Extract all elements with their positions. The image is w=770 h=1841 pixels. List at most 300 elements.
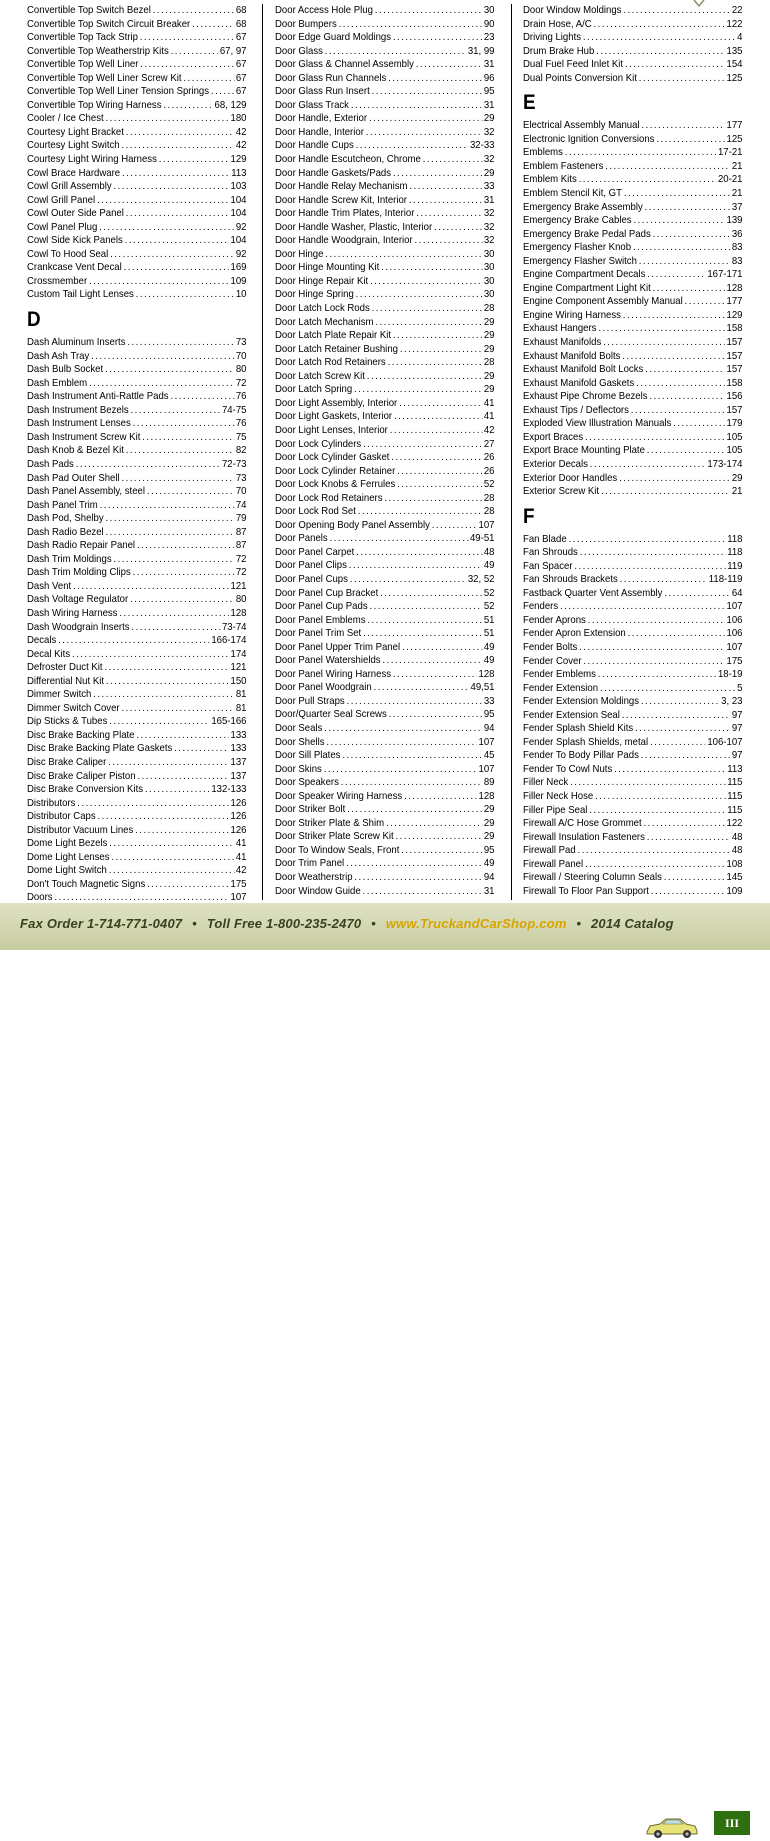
entry-page: 126 bbox=[230, 797, 247, 809]
entry-page: 3, 23 bbox=[721, 696, 743, 708]
entry-name: Fan Blade bbox=[523, 533, 567, 545]
entry-name: Distributors bbox=[27, 797, 76, 809]
index-entry bbox=[275, 532, 494, 546]
dot-leader bbox=[382, 654, 482, 668]
entry-page: 32 bbox=[483, 126, 495, 138]
entry-page: 21 bbox=[731, 160, 743, 172]
dot-leader bbox=[135, 824, 228, 838]
entry-name: Fender Cover bbox=[523, 655, 582, 667]
entry-name: Fan Spacer bbox=[523, 560, 573, 572]
entry-page: 28 bbox=[483, 492, 495, 504]
dot-leader bbox=[137, 539, 234, 553]
dot-leader bbox=[583, 655, 724, 669]
entry-name: Crankcase Vent Decal bbox=[27, 262, 122, 274]
dot-leader bbox=[415, 234, 482, 248]
index-entry bbox=[523, 533, 742, 547]
column-divider bbox=[511, 4, 512, 900]
dot-leader bbox=[122, 167, 229, 181]
entry-name: Firewall A/C Hose Grommet bbox=[523, 818, 642, 830]
dot-leader bbox=[99, 221, 234, 235]
dot-leader bbox=[644, 817, 725, 831]
entry-name: Door Latch Mechanism bbox=[275, 316, 374, 328]
entry-page: 76 bbox=[235, 391, 247, 403]
index-entry bbox=[27, 539, 246, 553]
index-entry bbox=[275, 275, 494, 289]
entry-name: Fender Splash Shield Kits bbox=[523, 723, 634, 735]
entry-name: Engine Component Assembly Manual bbox=[523, 296, 683, 308]
entry-name: Dash Knob & Bezel Kit bbox=[27, 445, 124, 457]
entry-page: 177 bbox=[726, 296, 743, 308]
dot-leader bbox=[664, 587, 730, 601]
index-entry bbox=[27, 851, 246, 865]
entry-page: 68 bbox=[235, 18, 247, 30]
entry-page: 145 bbox=[726, 872, 743, 884]
entry-page: 97 bbox=[731, 709, 743, 721]
entry-name: Door Shells bbox=[275, 736, 325, 748]
dot-leader bbox=[645, 363, 724, 377]
entry-name: Door Striker Plate Screw Kit bbox=[275, 831, 394, 843]
entry-name: Door Panels bbox=[275, 533, 328, 545]
footer-bar bbox=[0, 903, 770, 1830]
dot-leader bbox=[121, 702, 234, 716]
entry-page: 169 bbox=[230, 262, 247, 274]
entry-name: Dome Light Lenses bbox=[27, 851, 110, 863]
index-entry bbox=[275, 85, 494, 99]
dot-leader bbox=[633, 214, 724, 228]
footer-separator: • bbox=[192, 916, 197, 931]
dot-leader bbox=[126, 444, 234, 458]
entry-page: 118 bbox=[727, 547, 743, 559]
index-entry bbox=[523, 641, 742, 655]
entry-name: Door Sill Plates bbox=[275, 750, 341, 762]
entry-page: 121 bbox=[230, 580, 247, 592]
entry-page: 68 bbox=[235, 5, 247, 16]
entry-name: Export Braces bbox=[523, 431, 584, 443]
entry-page: 21 bbox=[731, 486, 743, 498]
dot-leader bbox=[76, 458, 220, 472]
entry-name: Cowl Grill Panel bbox=[27, 194, 96, 206]
index-entry bbox=[27, 85, 246, 99]
entry-page: 32, 52 bbox=[467, 573, 495, 585]
entry-page: 104 bbox=[230, 194, 247, 206]
entry-page: 72 bbox=[235, 377, 247, 389]
entry-name: Dash Vent bbox=[27, 580, 72, 592]
index-entry bbox=[523, 350, 742, 364]
entry-name: Door Latch Rod Retainers bbox=[275, 357, 386, 369]
entry-name: Door Panel Trim Set bbox=[275, 628, 362, 640]
entry-page: 106 bbox=[726, 628, 743, 640]
dot-leader bbox=[330, 532, 469, 546]
index-entry bbox=[275, 708, 494, 722]
index-entry bbox=[27, 729, 246, 743]
index-entry bbox=[27, 702, 246, 716]
entry-name: Disc Brake Backing Plate bbox=[27, 729, 135, 741]
entry-name: Dimmer Switch Cover bbox=[27, 702, 120, 714]
dot-leader bbox=[325, 45, 466, 59]
dot-leader bbox=[416, 58, 482, 72]
entry-page: 73 bbox=[235, 337, 247, 349]
entry-name: Door Handle Trim Plates, Interior bbox=[275, 208, 415, 220]
entry-page: 32 bbox=[483, 221, 495, 233]
entry-name: Fender Extension Seal bbox=[523, 709, 620, 721]
dot-leader bbox=[393, 329, 482, 343]
dot-leader bbox=[163, 99, 212, 113]
entry-name: Courtesy Light Bracket bbox=[27, 126, 124, 138]
entry-name: Electronic Ignition Conversions bbox=[523, 133, 655, 145]
entry-name: Emblems bbox=[523, 147, 563, 159]
dot-leader bbox=[560, 600, 725, 614]
dot-leader bbox=[585, 431, 725, 445]
dot-leader bbox=[585, 858, 725, 872]
index-entry bbox=[275, 492, 494, 506]
dot-leader bbox=[356, 546, 482, 560]
entry-page: 70 bbox=[235, 486, 247, 498]
dot-leader bbox=[605, 160, 730, 174]
entry-name: Disc Brake Caliper Piston bbox=[27, 770, 136, 782]
index-entry bbox=[27, 837, 246, 851]
entry-page: 42 bbox=[235, 126, 247, 138]
entry-page: 108 bbox=[726, 858, 743, 870]
entry-page: 72 bbox=[235, 553, 247, 565]
entry-page: 10 bbox=[235, 289, 247, 301]
entry-page: 175 bbox=[230, 878, 247, 890]
index-entry bbox=[523, 627, 742, 641]
column-divider bbox=[262, 4, 263, 900]
index-entry bbox=[523, 844, 742, 858]
dot-leader bbox=[384, 492, 482, 506]
entry-name: Fenders bbox=[523, 601, 559, 613]
entry-page: 139 bbox=[726, 215, 743, 227]
dot-leader bbox=[98, 810, 229, 824]
index-entry bbox=[275, 139, 494, 153]
index-entry bbox=[27, 648, 246, 662]
entry-name: Door Bumpers bbox=[275, 18, 337, 30]
dot-leader bbox=[113, 553, 233, 567]
entry-page: 49 bbox=[483, 655, 495, 667]
index-entry bbox=[27, 99, 246, 113]
entry-name: Dash Bulb Socket bbox=[27, 364, 104, 376]
index-entry bbox=[275, 153, 494, 167]
entry-name: Door Handle Escutcheon, Chrome bbox=[275, 154, 421, 166]
dot-leader bbox=[339, 18, 482, 32]
entry-name: Door Glass Track bbox=[275, 99, 349, 111]
index-entry bbox=[27, 72, 246, 86]
entry-page: 51 bbox=[483, 628, 495, 640]
entry-page: 125 bbox=[726, 72, 743, 84]
dot-leader bbox=[100, 499, 234, 513]
dot-leader bbox=[367, 370, 482, 384]
index-entry bbox=[27, 553, 246, 567]
entry-name: Door Handle Woodgrain, Interior bbox=[275, 235, 413, 247]
dot-leader bbox=[578, 844, 730, 858]
entry-name: Dash Ash Tray bbox=[27, 350, 90, 362]
entry-page: 103 bbox=[230, 181, 247, 193]
dot-leader bbox=[89, 377, 234, 391]
dot-leader bbox=[673, 417, 724, 431]
entry-name: Door Panel Watershields bbox=[275, 655, 381, 667]
index-entry bbox=[523, 600, 742, 614]
entry-name: Dash Pod, Shelby bbox=[27, 513, 104, 525]
entry-name: Door Skins bbox=[275, 763, 322, 775]
entry-page: 41 bbox=[483, 411, 495, 423]
website-link[interactable]: www.TruckandCarShop.com bbox=[385, 916, 567, 931]
entry-page: 30 bbox=[483, 5, 495, 16]
dot-leader bbox=[367, 614, 482, 628]
dot-leader bbox=[401, 844, 482, 858]
index-entry bbox=[275, 58, 494, 72]
entry-page: 137 bbox=[230, 770, 247, 782]
entry-name: Fender To Body Pillar Pads bbox=[523, 750, 639, 762]
entry-name: Door Handle Screw Kit, Interior bbox=[275, 194, 408, 206]
entry-page: 157 bbox=[726, 364, 743, 376]
index-entry bbox=[27, 797, 246, 811]
dot-leader bbox=[326, 736, 476, 750]
entry-page: 107 bbox=[478, 736, 495, 748]
index-entry bbox=[275, 668, 494, 682]
index-entry bbox=[275, 844, 494, 858]
dot-leader bbox=[614, 763, 725, 777]
entry-name: Door Latch Screw Kit bbox=[275, 370, 365, 382]
entry-name: Dual Fuel Feed Inlet Kit bbox=[523, 59, 624, 71]
index-entry bbox=[523, 736, 742, 750]
index-entry bbox=[27, 139, 246, 153]
entry-page: 28 bbox=[483, 303, 495, 315]
entry-name: Distributor Vacuum Lines bbox=[27, 824, 134, 836]
entry-name: Emergency Brake Cables bbox=[523, 215, 632, 227]
entry-page: 81 bbox=[235, 702, 247, 714]
entry-page: 121 bbox=[230, 662, 247, 674]
index-entry bbox=[523, 817, 742, 831]
dot-leader bbox=[369, 112, 482, 126]
index-entry bbox=[27, 261, 246, 275]
index-entry bbox=[275, 356, 494, 370]
index-entry bbox=[27, 390, 246, 404]
entry-name: Emblem Stencil Kit, GT bbox=[523, 188, 622, 200]
dot-leader bbox=[354, 871, 482, 885]
entry-page: 113 bbox=[231, 167, 247, 179]
dot-leader bbox=[416, 207, 482, 221]
index-entry bbox=[523, 119, 742, 133]
entry-name: Engine Wiring Harness bbox=[523, 309, 621, 321]
entry-page: 33 bbox=[483, 695, 495, 707]
index-entry bbox=[275, 248, 494, 262]
index-entry bbox=[275, 654, 494, 668]
entry-page: 32-33 bbox=[469, 140, 495, 152]
dot-leader bbox=[126, 126, 234, 140]
dot-leader bbox=[628, 627, 725, 641]
entry-name: Cowl Brace Hardware bbox=[27, 167, 121, 179]
dot-leader bbox=[432, 519, 477, 533]
entry-page: 37 bbox=[731, 201, 743, 213]
dot-leader bbox=[159, 153, 229, 167]
dot-leader bbox=[109, 837, 234, 851]
index-entry bbox=[523, 282, 742, 296]
dot-leader bbox=[140, 58, 234, 72]
dot-leader bbox=[374, 681, 469, 695]
dot-leader bbox=[324, 763, 477, 777]
index-entry bbox=[275, 600, 494, 614]
entry-page: 32 bbox=[483, 154, 495, 166]
entry-page: 180 bbox=[230, 113, 247, 125]
entry-name: Dual Points Conversion Kit bbox=[523, 72, 637, 84]
dot-leader bbox=[72, 648, 229, 662]
entry-name: Don't Touch Magnetic Signs bbox=[27, 878, 146, 890]
entry-name: Filler Neck Hose bbox=[523, 790, 594, 802]
index-entry bbox=[523, 404, 742, 418]
dot-leader bbox=[113, 180, 228, 194]
entry-name: Door Latch Lock Rods bbox=[275, 303, 370, 315]
dot-leader bbox=[106, 512, 234, 526]
toll-free: Toll Free 1-800-235-2470 bbox=[206, 916, 362, 931]
index-entry bbox=[523, 682, 742, 696]
entry-page: 48 bbox=[731, 831, 743, 843]
index-entry bbox=[275, 776, 494, 790]
index-entry bbox=[275, 736, 494, 750]
dot-leader bbox=[171, 45, 218, 59]
entry-name: Drain Hose, A/C bbox=[523, 18, 592, 30]
entry-name: Fender Apron Extension bbox=[523, 628, 626, 640]
index-entry bbox=[523, 776, 742, 790]
entry-name: Door Speakers bbox=[275, 777, 339, 789]
entry-name: Disc Brake Backing Plate Gaskets bbox=[27, 743, 173, 755]
entry-page: 18-19 bbox=[717, 669, 743, 681]
entry-name: Dimmer Switch bbox=[27, 689, 92, 701]
index-entry bbox=[523, 790, 742, 804]
index-entry bbox=[523, 668, 742, 682]
dot-leader bbox=[121, 139, 233, 153]
index-entry bbox=[275, 4, 494, 18]
dot-leader bbox=[641, 119, 724, 133]
index-entry bbox=[523, 322, 742, 336]
entry-name: Door Lock Rod Set bbox=[275, 506, 356, 518]
entry-name: Door Handle, Exterior bbox=[275, 113, 368, 125]
entry-name: Door Light Lenses, Interior bbox=[275, 424, 388, 436]
index-entry bbox=[27, 207, 246, 221]
entry-name: Dash Radio Repair Panel bbox=[27, 540, 136, 552]
index-entry bbox=[523, 146, 742, 160]
entry-page: 107 bbox=[478, 519, 495, 531]
fax-order: Fax Order 1-714-771-0407 bbox=[20, 916, 183, 931]
entry-name: Door Light Assembly, Interior bbox=[275, 397, 398, 409]
index-entry bbox=[523, 560, 742, 574]
dot-leader bbox=[145, 783, 210, 797]
entry-name: Door Panel Clips bbox=[275, 560, 347, 572]
dot-leader bbox=[565, 146, 716, 160]
entry-name: Door Latch Plate Repair Kit bbox=[275, 330, 392, 342]
entry-name: Cowl To Hood Seal bbox=[27, 248, 109, 260]
entry-page: 73 bbox=[235, 472, 247, 484]
dot-leader bbox=[375, 316, 482, 330]
dot-leader bbox=[369, 600, 481, 614]
entry-name: Convertible Top Wiring Harness bbox=[27, 99, 162, 111]
entry-name: Engine Compartment Light Kit bbox=[523, 282, 651, 294]
entry-page: 29 bbox=[483, 831, 495, 843]
entry-name: Fender Extension Moldings bbox=[523, 696, 640, 708]
entry-page: 29 bbox=[483, 384, 495, 396]
index-entry bbox=[27, 458, 246, 472]
entry-page: 118 bbox=[727, 533, 743, 545]
entry-name: Dash Emblem bbox=[27, 377, 88, 389]
footer-separator: • bbox=[371, 916, 376, 931]
dot-leader bbox=[620, 573, 707, 587]
dot-leader bbox=[624, 187, 730, 201]
entry-page: 79 bbox=[235, 513, 247, 525]
entry-page: 74-75 bbox=[221, 404, 247, 416]
entry-name: Door Panel Upper Trim Panel bbox=[275, 641, 401, 653]
dot-leader bbox=[347, 695, 482, 709]
index-entry bbox=[523, 363, 742, 377]
entry-page: 70 bbox=[235, 350, 247, 362]
entry-name: Engine Compartment Decals bbox=[523, 269, 646, 281]
dot-leader bbox=[389, 708, 482, 722]
index-entry bbox=[523, 133, 742, 147]
index-entry bbox=[27, 621, 246, 635]
dot-leader bbox=[131, 404, 221, 418]
index-entry bbox=[275, 587, 494, 601]
index-entry bbox=[27, 404, 246, 418]
entry-page: 29 bbox=[731, 472, 743, 484]
index-entry bbox=[275, 519, 494, 533]
index-entry bbox=[27, 783, 246, 797]
index-entry bbox=[275, 112, 494, 126]
dot-leader bbox=[119, 607, 228, 621]
entry-page: 92 bbox=[235, 248, 247, 260]
entry-page: 133 bbox=[230, 729, 247, 741]
entry-page: 106-107 bbox=[707, 736, 743, 748]
dot-leader bbox=[356, 288, 482, 302]
dot-leader bbox=[133, 566, 234, 580]
dot-leader bbox=[391, 451, 482, 465]
index-entry bbox=[27, 18, 246, 32]
index-entry bbox=[523, 472, 742, 486]
index-entry bbox=[27, 715, 246, 729]
dot-leader bbox=[370, 275, 482, 289]
entry-name: Firewall Insulation Fasteners bbox=[523, 831, 645, 843]
index-entry bbox=[27, 194, 246, 208]
entry-page: 49 bbox=[483, 560, 495, 572]
dot-leader bbox=[603, 336, 725, 350]
dot-leader bbox=[650, 736, 706, 750]
dot-leader bbox=[409, 194, 482, 208]
entry-name: Door Opening Body Panel Assembly bbox=[275, 519, 430, 531]
dot-leader bbox=[147, 485, 234, 499]
entry-name: Convertible Top Switch Circuit Breaker bbox=[27, 18, 191, 30]
dot-leader bbox=[130, 593, 234, 607]
entry-page: 36 bbox=[731, 228, 743, 240]
dot-leader bbox=[647, 268, 705, 282]
index-column-3 bbox=[523, 4, 743, 898]
index-entry bbox=[523, 201, 742, 215]
index-entry bbox=[27, 499, 246, 513]
entry-page: 128 bbox=[478, 790, 495, 802]
entry-page: 95 bbox=[483, 844, 495, 856]
index-entry bbox=[275, 207, 494, 221]
entry-name: Disc Brake Conversion Kits bbox=[27, 784, 144, 796]
dot-leader bbox=[399, 397, 482, 411]
dot-leader bbox=[423, 153, 482, 167]
car-icon bbox=[644, 1813, 700, 1841]
entry-page: 87 bbox=[235, 526, 247, 538]
entry-name: Door Hinge Spring bbox=[275, 289, 354, 301]
entry-name: Defroster Duct Kit bbox=[27, 662, 103, 674]
entry-page: 128 bbox=[478, 668, 495, 680]
entry-page: 48 bbox=[731, 845, 743, 857]
index-entry bbox=[27, 275, 246, 289]
index-entry bbox=[275, 803, 494, 817]
footer-contact bbox=[20, 916, 674, 931]
dot-leader bbox=[598, 322, 724, 336]
index-entry bbox=[27, 512, 246, 526]
